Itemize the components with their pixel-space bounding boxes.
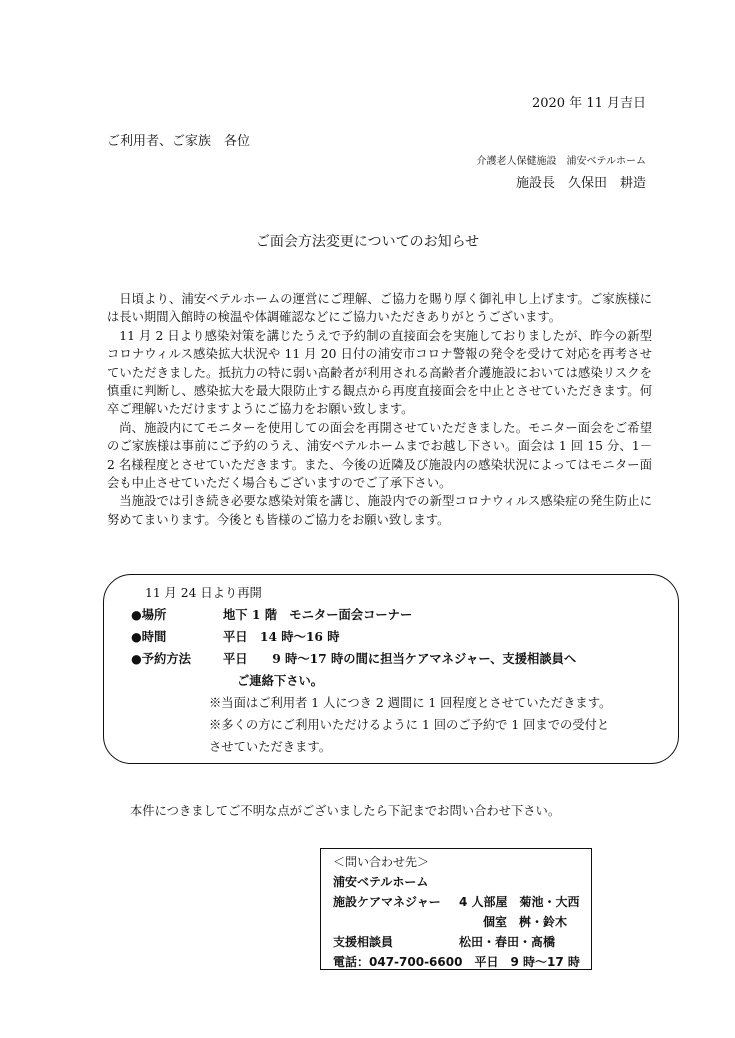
care-manager-label: 施設ケアマネジャー — [333, 895, 441, 909]
support-staff-label: 支援相談員 — [333, 935, 394, 949]
document-title: ご面会方法変更についてのお知らせ — [255, 234, 480, 250]
document-date: 2020 年 11 月吉日 — [531, 96, 646, 111]
body-text — [107, 290, 652, 529]
contact-box — [320, 848, 592, 970]
resume-date: 11 月 24 日より再開 — [145, 586, 262, 600]
contact-phone: 電話：047-700-6600 平日 9 時～17 時 — [333, 955, 580, 969]
inquiry-text: 本件につきましてご不明な点がございましたら下記までお問い合わせ下さい。 — [130, 804, 561, 818]
time-value: 平日 14 時～16 時 — [223, 629, 340, 644]
reserve-label: ●予約方法 — [131, 651, 191, 666]
director-name: 施設長 久保田 耕造 — [515, 176, 646, 191]
note-line: させていただきます。 — [209, 740, 331, 754]
contact-org: 浦安ベテルホーム — [333, 875, 429, 889]
body-paragraph: 日頃より、浦安ベテルホームの運営にご理解、ご協力を賜り厚く御礼申し上げます。ご家族様には長い期間入館時の検温や体調確認などにご協力いただきありがとうございます。 — [107, 292, 652, 325]
care-manager-names-private: 個室 桝・鈴木 — [483, 915, 568, 929]
reserve-value: 平日 9 時～17 時の間に担当ケアマネジャー、支援相談員へ — [223, 651, 577, 666]
place-label: ●場所 — [131, 607, 167, 622]
contact-heading: ＜問い合わせ先＞ — [333, 855, 430, 869]
time-label: ●時間 — [131, 629, 167, 644]
care-manager-names: 4 人部屋 菊池・大西 — [459, 895, 580, 909]
support-staff-names: 松田・春田・髙橋 — [459, 935, 556, 949]
body-paragraph: 11 月 2 日より感染対策を講じたうえで予約制の直接面会を実施しておりましたが、昨今の新型コロナウィルス感染拡大状況や 11 月 20 日付の浦安市コロナ警報の発令を受けて対応を再考させていただきました。抵抗力の特に弱い高齢者が利用される高齢者介護施設においては感染リスクを慎重に判断し、感染拡大を最大限防止する観点から再度直接面会を中止とさせていただきます。何卒ご理解いただけますようにご協力をお願い致します。 — [107, 328, 652, 417]
facility-name: 介護老人保健施設 浦安ベテルホーム — [476, 156, 646, 167]
body-paragraph: 当施設では引き続き必要な感染対策を講じ、施設内での新型コロナウィルス感染症の発生防止に努めてまいります。今後とも皆様のご協力をお願い致します。 — [107, 494, 652, 527]
body-paragraph: 尚、施設内にてモニターを使用しての面会を再開させていただきました。モニター面会をご希望のご家族様は事前にご予約のうえ、浦安ベテルホームまでお越し下さい。面会は 1 回 15 分、1－2 名様程度とさせていただきます。また、今後の近隣及び施設内の感染状況によってはモニター面会も中止させていただく場合もございますのでご了承下さい。 — [107, 420, 652, 491]
place-value: 地下 1 階 モニター面会コーナー — [223, 607, 413, 622]
note-line: ※多くの方にご利用いただけるように 1 回のご予約で 1 回までの受付と — [209, 718, 610, 732]
note-line: ※当面はご利用者 1 人につき 2 週間に 1 回程度とさせていただきます。 — [209, 696, 612, 710]
notice-box — [103, 574, 679, 764]
reserve-value-cont: ご連絡下さい。 — [237, 673, 324, 688]
recipients: ご利用者、ご家族 各位 — [107, 134, 251, 149]
